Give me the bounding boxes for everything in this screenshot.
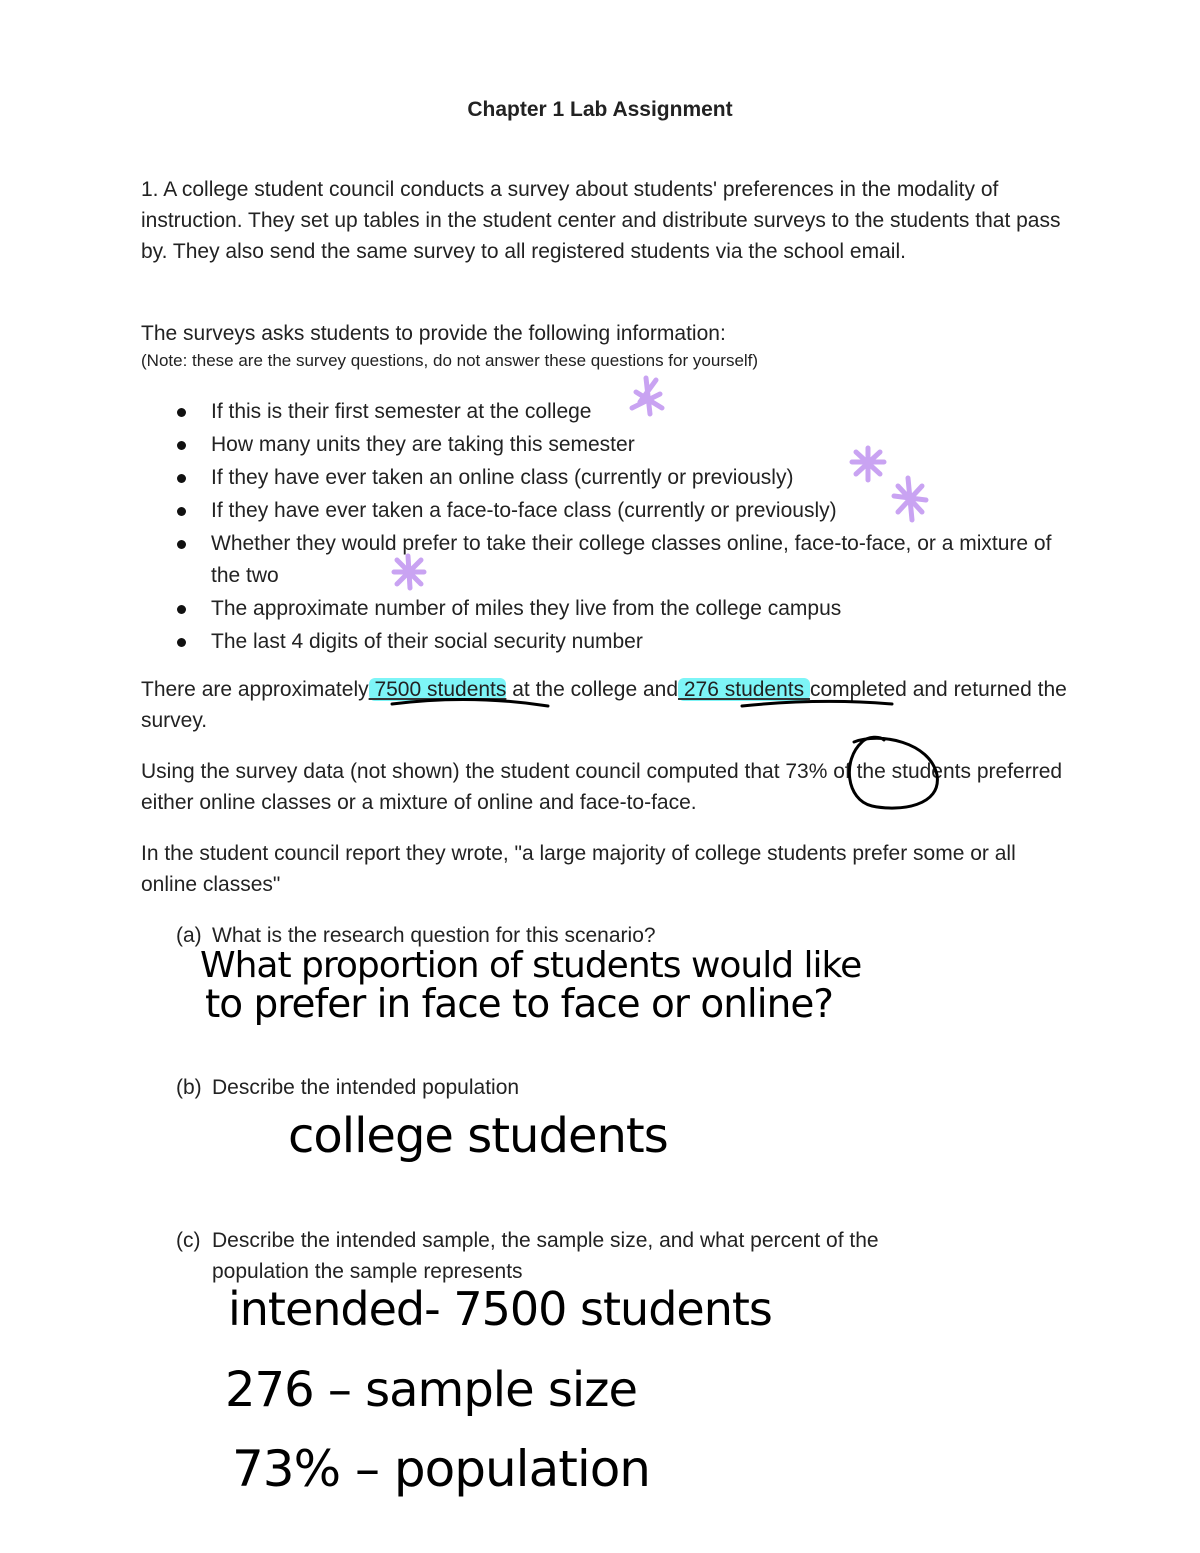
question-label: (a)	[176, 924, 202, 947]
handwritten-answer-a-line1: What proportion of students would like	[200, 945, 862, 986]
handwritten-answer-c-line3: 73% – population	[232, 1440, 650, 1498]
handwritten-answer-a-line2: to prefer in face to face or online?	[205, 982, 834, 1027]
students-text-2: at the college and	[506, 678, 679, 701]
question-label: (b)	[176, 1076, 202, 1099]
students-text-3: completed and returned the survey.	[141, 678, 1067, 732]
question-text: Describe the intended sample, the sample size, and what percent of the	[212, 1229, 879, 1252]
question-label: (c)	[176, 1229, 201, 1252]
list-item: The last 4 digits of their social security number	[141, 626, 1071, 658]
computed-percent: 73%	[785, 760, 828, 783]
handwritten-answer-b: college students	[288, 1108, 668, 1164]
question-c	[176, 1225, 1056, 1287]
list-item: If they have ever taken a face-to-face class (currently or previously)	[141, 495, 1071, 527]
handwritten-answer-c-line2: 276 – sample size	[225, 1362, 637, 1418]
highlight-total-students: 7500 students	[368, 678, 507, 701]
survey-note: (Note: these are the survey questions, do not answer these questions for yourself)	[141, 351, 759, 370]
students-paragraph	[141, 674, 1071, 736]
report-paragraph: In the student council report they wrote, "a large majority of college students prefer some or all online classes"	[141, 842, 1016, 896]
list-item: How many units they are taking this semester	[141, 429, 1071, 461]
page-title: Chapter 1 Lab Assignment	[467, 98, 733, 121]
question-text: What is the research question for this scenario?	[212, 924, 656, 947]
handwritten-answer-c-line1: intended- 7500 students	[228, 1282, 772, 1336]
highlight-sample-students: 276 students	[678, 678, 810, 701]
computed-paragraph	[141, 756, 1071, 818]
question-b	[176, 1072, 1056, 1103]
intro-paragraph: 1. A college student council conducts a survey about students' preferences in the modality of instruction. They set up tables in the student center and distribute surveys to the students that pass by. They also send the same survey to all registered students via the school email.	[141, 178, 1061, 263]
survey-question-list	[141, 396, 1071, 659]
list-item: If this is their first semester at the college	[141, 396, 1071, 428]
computed-text-1: Using the survey data (not shown) the student council computed that	[141, 760, 786, 783]
computed-text-2: of the students preferred either online classes or a mixture of online and face-to-face.	[141, 760, 1063, 814]
question-text: Describe the intended population	[212, 1076, 520, 1099]
list-item: The approximate number of miles they live from the college campus	[141, 593, 1071, 625]
list-item: Whether they would prefer to take their college classes online, face-to-face, or a mixture of the two	[141, 528, 1071, 591]
list-item: If they have ever taken an online class (currently or previously)	[141, 462, 1071, 494]
survey-lead: The surveys asks students to provide the following information:	[141, 322, 726, 345]
students-text-1: There are approximately	[141, 678, 369, 701]
question-text-continued: population the sample represents	[212, 1260, 523, 1283]
